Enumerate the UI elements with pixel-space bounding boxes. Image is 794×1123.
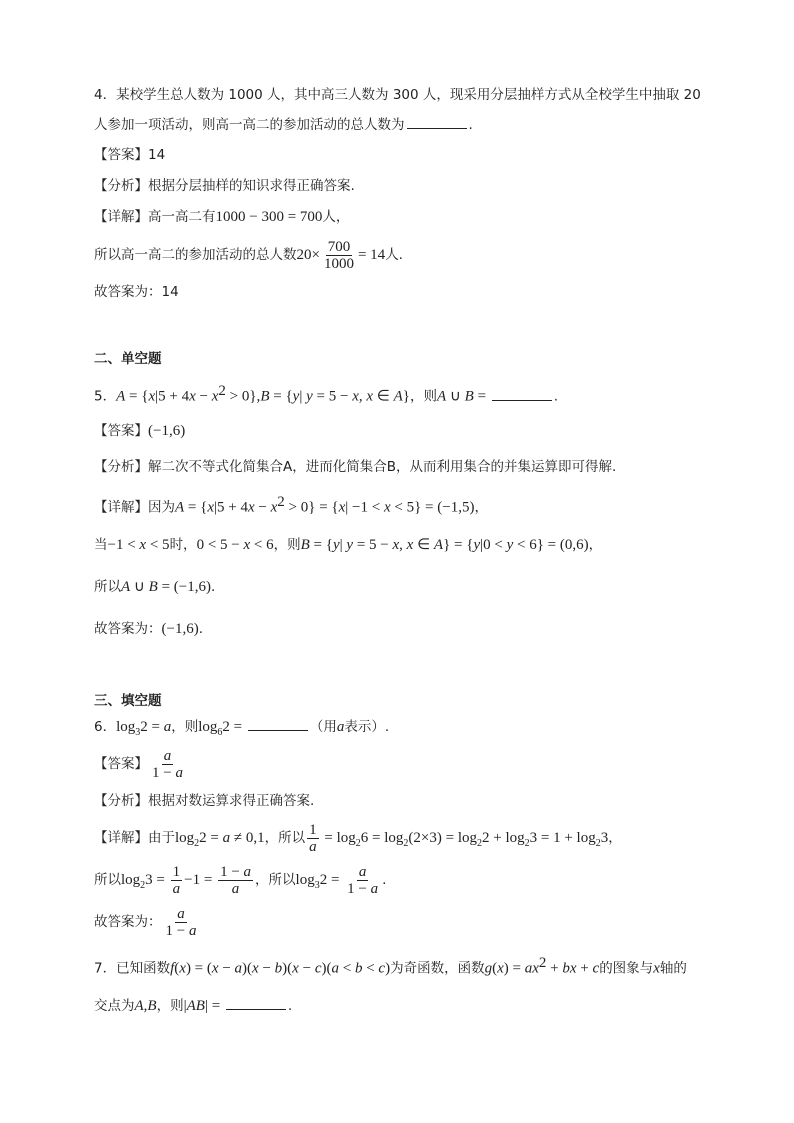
q4-stem-line1 [94,84,701,106]
math-expr: 1000 − 300 = 700 [215,209,323,225]
section-title: 二、单空题 [94,351,162,367]
q5-answer [94,420,185,442]
q6-answer [94,746,187,782]
math-expr: = 14 [357,247,386,263]
math-expr: A [116,388,126,405]
q5-stem: 5．$A = \{x|5 + 4x - x^2 > 0\},B = \{y|$ y = 5 − x, x ∈ A}，则A ∪ B = . [94,383,559,405]
q6-final: 故答案为： $\frac{a}{1 - a}$ [94,905,197,939]
detail-tag: 【详解】 [94,830,148,846]
q6-stem: 6．$\log_32 = a$，则$\log_62$ = （用a表示）. [94,716,389,744]
stem-text: 表示）. [344,719,390,735]
detail-text: 所以 [94,579,121,595]
q6-detail: 【详解】由于$\log_22 = a \ne 0,1$，所以 $\frac{1}{a}$ = $\log_26 = \log_2(2\times 3) = \log_22 + \log_23 = 1 + \log_23$， [94,821,622,855]
math-expr: 20× [296,247,320,263]
q6-detail-2: 所以$\log_23$ = $\frac{1}{a}$ −1 = $\frac{1 - a}{a}$ ，所以$\log_32$ = $\frac{a}{1 - a}$ . [94,863,387,897]
analysis-text: 根据分层抽样的知识求得正确答案. [148,178,355,194]
detail-text: 人， [322,209,350,225]
detail-text: 因为 [148,499,175,516]
q4-text: 4．某校学生总人数为 1000 人，其中高三人数为 300 人，现采用分层抽样方式从全校学生中抽取 20 [94,87,701,103]
q5-final: 故答案为：(−1,6). [94,621,203,637]
detail-text: 所以高一高二的参加活动的总人数 [94,247,297,263]
analysis-tag: 【分析】 [94,459,148,475]
final-answer: 故答案为：14 [94,284,179,300]
fraction [322,239,356,272]
answer-tag: 【答案】 [94,423,148,439]
detail-text: ，则 [273,537,301,553]
detail-text: 当 [94,537,108,553]
q4-text: 人参加一项活动，则高一高二的参加活动的总人数为 [94,117,405,133]
question-number: 5． [94,388,117,405]
section-heading [94,690,162,712]
q6-analysis [94,790,314,812]
q7-stem-line1: 7．已知函数f(x) = (x − a)(x − b)(x − c)(a < b < c)为奇函数，函数$g(x) = ax^2$ + bx + c的图象与x轴的 [94,955,687,977]
answer-value: (−1,6) [148,423,186,439]
analysis-tag: 【分析】 [94,793,148,809]
q5-detail-2: 当−1 < x < 5时，0 < 5 − x < 6，则B = {y| y = 5 − x, x ∈ A} = {y|0 < y < 6} = (0,6)， [94,537,603,553]
fraction: $\frac{a}{1 - a}$ [152,747,183,781]
q4-final [94,281,179,303]
detail-text: 高一高二有 [148,209,216,225]
q4-detail [94,206,349,228]
q5-analysis [94,456,616,478]
detail-text: ，所以 [255,872,296,888]
stem-text: ，则 [171,719,199,735]
q5-detail-3: 所以A ∪ B = (−1,6). [94,579,216,595]
stem-text: ，则 [409,388,437,405]
stem-text: 轴的 [659,960,687,977]
fraction-numerator: 700 [327,238,351,255]
stem-text: 交点为 [94,998,135,1014]
answer-tag: 【答案】 [94,147,148,163]
detail-text: 所以 [94,872,121,888]
q7-stem-line2: 交点为A,B，则|AB| = . [94,995,292,1017]
fraction: $\frac{1}{a}$ [309,821,317,855]
answer-tag: 【答案】 [94,756,148,772]
section-heading [94,348,162,370]
stem-text: 为奇函数，函数 [390,960,485,977]
q4-answer [94,144,165,166]
answer-blank [407,114,467,129]
stem-text: ，则 [156,998,184,1014]
q4-stem-line2: 人参加一项活动，则高一高二的参加活动的总人数为 . [94,114,473,136]
analysis-text: 根据对数运算求得正确答案. [148,793,315,809]
answer-value: 14 [148,147,166,163]
question-number: 6． [94,719,117,735]
stem-text: 7．已知函数 [94,960,171,977]
analysis-tag: 【分析】 [94,178,148,194]
q5-detail: 【详解】因为$A = \{x|5 + 4x - x^2 > 0\} = \{x| -1 < x < 5\} = (-1,5)$， [94,494,488,516]
detail-tag: 【详解】 [94,209,148,225]
stem-text: 的图象与 [599,960,654,977]
fraction-denominator: 1000 [323,255,354,272]
detail-text: ，所以 [264,830,306,846]
detail-text: 人. [385,247,403,263]
analysis-text: 解二次不等式化简集合A，进而化简集合B，从而利用集合的并集运算即可得解. [148,459,617,475]
answer-blank [492,386,552,401]
detail-text: 时， [169,537,197,553]
stem-text: （用 [309,719,337,735]
section-title: 三、填空题 [94,693,162,709]
answer-blank [226,995,286,1010]
detail-text: 由于 [148,830,175,846]
answer-blank [248,716,308,731]
final-answer: 故答案为： [94,914,162,930]
q4-analysis [94,175,355,197]
final-answer: 故答案为： [94,621,162,637]
detail-tag: 【详解】 [94,499,148,516]
q4-detail-2 [94,238,403,272]
